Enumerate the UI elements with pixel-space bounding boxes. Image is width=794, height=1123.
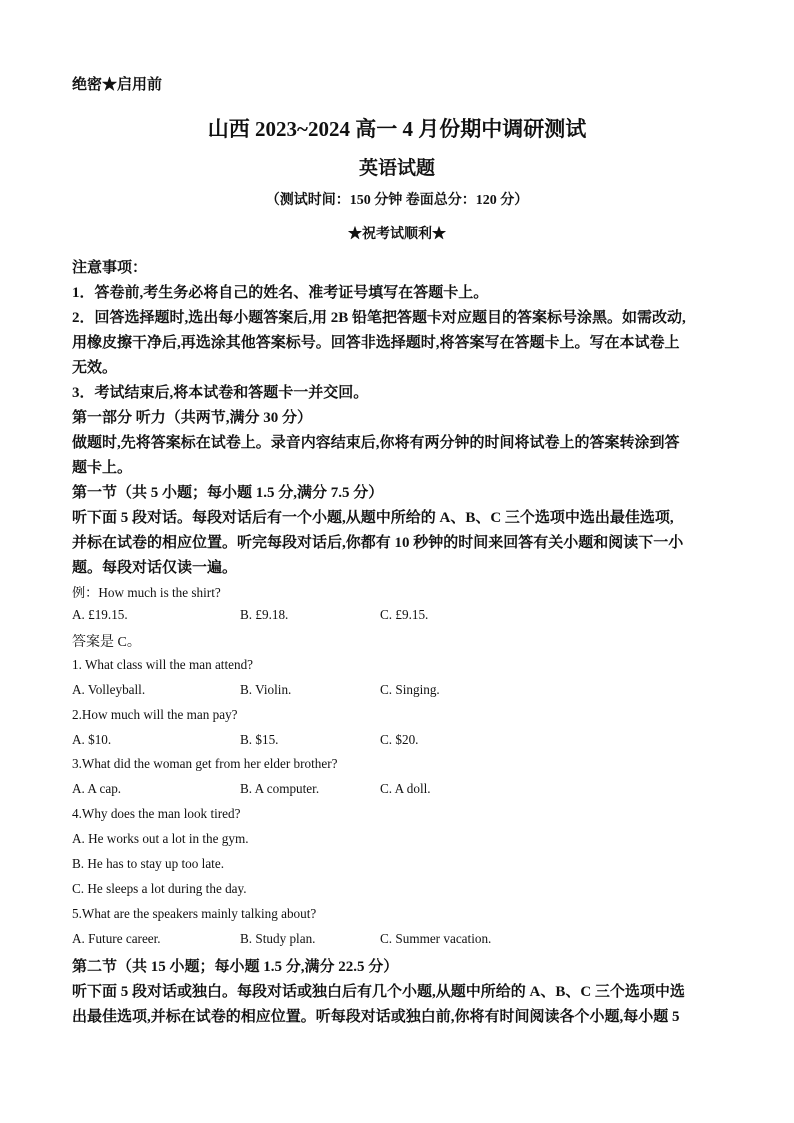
q5-option-b: B. Study plan. (240, 931, 316, 946)
q1-option-b: B. Violin. (240, 682, 292, 697)
q4-option-b: B. He has to stay up too late. (72, 856, 224, 871)
q2-option-c: C. $20. (380, 732, 419, 747)
section1-heading: 第一节（共 5 小题；每小题 1.5 分,满分 7.5 分） (72, 485, 384, 501)
question-1: 1. What class will the man attend? (72, 657, 254, 672)
q5-option-a: A. Future career. (72, 931, 161, 946)
section1-desc-line-2: 并标在试卷的相应位置。听完每段对话后,你都有 10 秒钟的时间来回答有关小题和阅读下一小 (72, 535, 684, 551)
example-answer: 答案是 C。 (72, 635, 141, 650)
confidential-label: 绝密★启用前 (72, 77, 163, 93)
section2-desc-line-1: 听下面 5 段对话或独白。每段对话或独白后有几个小题,从题中所给的 A、B、C 三个选项中选 (72, 984, 685, 1000)
section1-desc-line-3: 题。每段对话仅读一遍。 (72, 560, 238, 576)
q4-option-a: A. He works out a lot in the gym. (72, 831, 249, 846)
q3-option-a: A. A cap. (72, 781, 122, 796)
part1-desc-line-2: 题卡上。 (72, 460, 133, 476)
section1-desc-line-1: 听下面 5 段对话。每段对话后有一个小题,从题中所给的 A、B、C 三个选项中选出最佳选项, (72, 510, 674, 526)
example-question: 例：How much is the shirt? (72, 585, 221, 600)
part1-desc-line-1: 做题时,先将答案标在试卷上。录音内容结束后,你将有两分钟的时间将试卷上的答案转涂到答 (72, 435, 680, 451)
exam-title: 山西 2023~2024 高一 4 月份期中调研测试 (207, 117, 587, 141)
section2-heading: 第二节（共 15 小题；每小题 1.5 分,满分 22.5 分） (72, 959, 399, 975)
q1-option-c: C. Singing. (380, 682, 440, 697)
section2-desc-line-2: 出最佳选项,并标在试卷的相应位置。听每段对话或独白前,你将有时间阅读各个小题,每小题 5 (72, 1009, 680, 1025)
q4-option-c: C. He sleeps a lot during the day. (72, 881, 247, 896)
q1-option-a: A. Volleyball. (72, 682, 146, 697)
q3-option-c: C. A doll. (380, 781, 431, 796)
note-1: 1．答卷前,考生务必将自己的姓名、准考证号填写在答题卡上。 (72, 285, 489, 301)
notes-heading: 注意事项： (72, 260, 148, 276)
example-option-c: C. £9.15. (380, 607, 429, 622)
question-2: 2.How much will the man pay? (72, 707, 238, 722)
note-2-line-2: 用橡皮擦干净后,再选涂其他答案标号。回答非选择题时,将答案写在答题卡上。写在本试卷上 (72, 335, 680, 351)
subject-title: 英语试题 (358, 158, 435, 179)
question-5: 5.What are the speakers mainly talking about? (72, 906, 317, 921)
question-4: 4.Why does the man look tired? (72, 806, 241, 821)
example-option-a: A. £19.15. (72, 607, 128, 622)
note-2-line-1: 2．回答选择题时,选出每小题答案后,用 2B 铅笔把答题卡对应题目的答案标号涂黑。如需改动, (72, 310, 686, 326)
good-luck-line: ★祝考试顺利★ (348, 227, 446, 242)
note-2-line-3: 无效。 (72, 360, 118, 376)
exam-duration: （测试时间：150 分钟 卷面总分：120 分） (265, 193, 529, 208)
question-3: 3.What did the woman get from her elder brother? (72, 756, 338, 771)
q2-option-a: A. $10. (72, 732, 112, 747)
q3-option-b: B. A computer. (240, 781, 320, 796)
q5-option-c: C. Summer vacation. (380, 931, 492, 946)
q2-option-b: B. $15. (240, 732, 279, 747)
example-option-b: B. £9.18. (240, 607, 289, 622)
part1-heading: 第一部分 听力（共两节,满分 30 分） (72, 410, 313, 426)
note-3: 3．考试结束后,将本试卷和答题卡一并交回。 (72, 385, 369, 401)
